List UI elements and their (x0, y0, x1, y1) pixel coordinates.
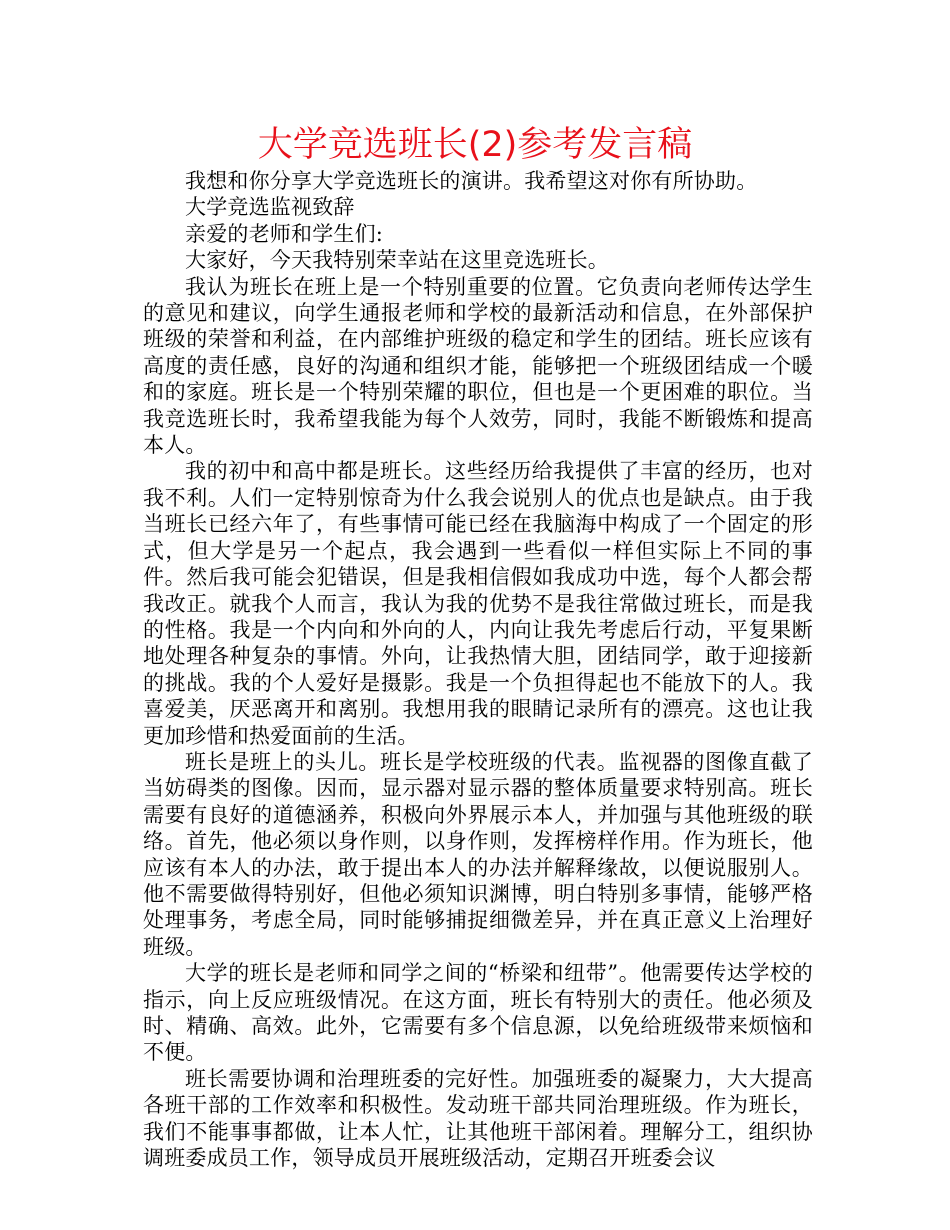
paragraph-coordination: 班长需要协调和治理班委的完好性。加强班委的凝聚力，大大提高各班干部的工作效率和积极性。发动班干部共同治理班级。作为班长，我们不能事事都做，让本人忙，让其他班干部闲着。理解分工，组织协调班委成员工作，领导成员开展班级活动，定期召开班委会议 (143, 1066, 813, 1171)
paragraph-role-importance: 我认为班长在班上是一个特别重要的位置。它负责向老师传达学生的意见和建议，向学生通报老师和学校的最新活动和信息，在外部保护班级的荣誉和利益，在内部维护班级的稳定和学生的团结。班长应该有高度的责任感，良好的沟通和组织才能，能够把一个班级团结成一个暖和的家庭。班长是一个特别荣耀的职位，但也是一个更困难的职位。当我竞选班长时，我希望我能为每个人效劳，同时，我能不断锻炼和提高本人。 (143, 274, 813, 458)
paragraph-speech-heading: 大学竞选监视致辞 (185, 195, 355, 220)
paragraph-greeting: 大家好，今天我特别荣幸站在这里竞选班长。 (185, 248, 609, 273)
document-title: 大学竞选班长(2)参考发言稿 (257, 125, 693, 165)
document-body (143, 168, 813, 1171)
paragraph-intro: 我想和你分享大学竞选班长的演讲。我希望这对你有所协助。 (185, 169, 758, 193)
paragraph-monitor-image: 班长是班上的头儿。班长是学校班级的代表。监视器的图像直截了当妨碍类的图像。因而，显示器对显示器的整体质量要求特别高。班长需要有良好的道德涵养，积极向外界展示本人，并加强与其他班级的联络。首先，他必须以身作则，以身作则，发挥榜样作用。作为班长，他应该有本人的办法，敢于提出本人的办法并解释缘故，以便说服别人。他不需要做得特别好，但他必须知识渊博，明白特别多事情，能够严格处理事务，考虑全局，同时能够捕捉细微差异，并在真正意义上治理好班级。 (143, 749, 813, 959)
paragraph-salutation: 亲爱的老师和学生们: (185, 221, 384, 246)
paragraph-bridge: 大学的班长是老师和同学之间的“桥梁和纽带”。他需要传达学校的指示，向上反应班级情况。在这方面，班长有特别大的责任。他必须及时、精确、高效。此外，它需要有多个信息源，以免给班级带来烦恼和不便。 (143, 961, 813, 1065)
paragraph-experience: 我的初中和高中都是班长。这些经历给我提供了丰富的经历，也对我不利。人们一定特别惊奇为什么我会说别人的优点也是缺点。由于我当班长已经六年了，有些事情可能已经在我脑海中构成了一个固定的形式，但大学是另一个起点，我会遇到一些看似一样但实际上不同的事件。然后我可能会犯错误，但是我相信假如我成功中选，每个人都会帮我改正。就我个人而言，我认为我的优势不是我往常做过班长，而是我的性格。我是一个内向和外向的人，内向让我先考虑后行动，平复果断地处理各种复杂的事情。外向，让我热情大胆，团结同学，敢于迎接新的挑战。我的个人爱好是摄影。我是一个负担得起也不能放下的人。我喜爱美，厌恶离开和离别。我想用我的眼睛记录所有的漂亮。这也让我更加珍惜和热爱面前的生活。 (143, 459, 813, 748)
